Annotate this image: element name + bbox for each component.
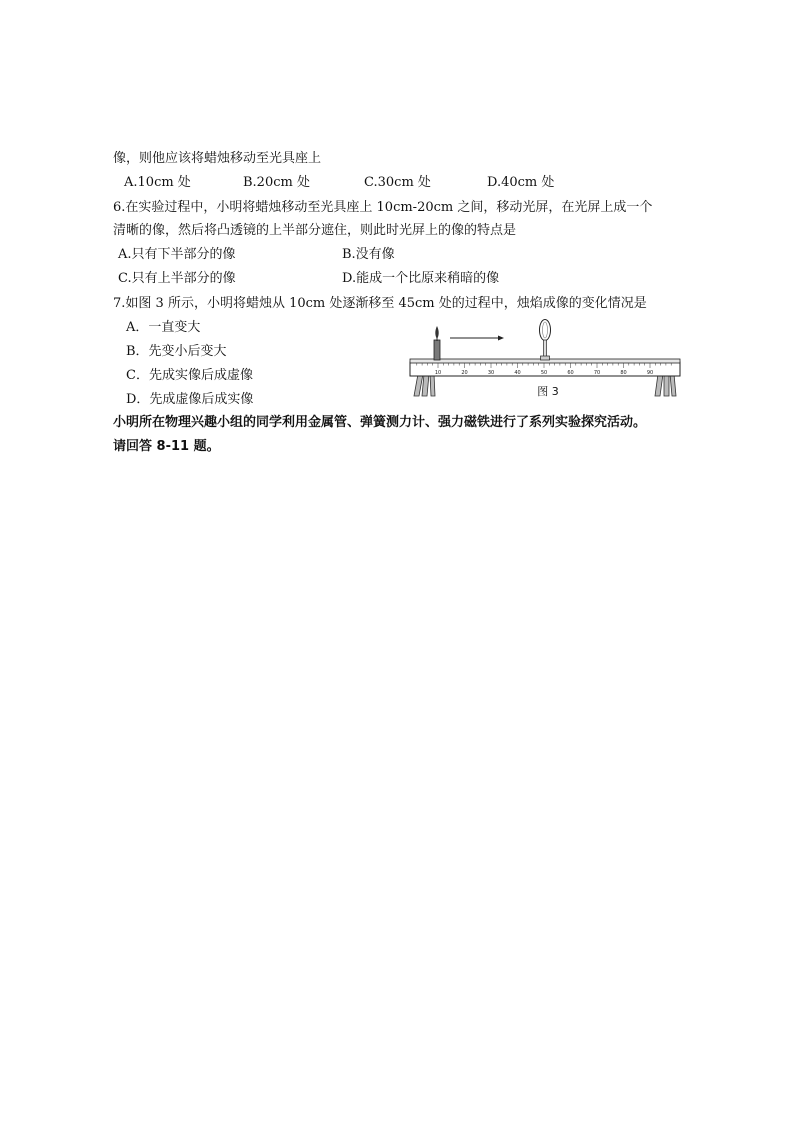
bench-tick-label: 50 [540,370,548,376]
convex-lens-icon [540,320,551,361]
bench-tick-label: 70 [593,370,601,376]
q6-stem-line1: 6.在实验过程中，小明将蜡烛移动至光具座上 10cm-20cm 之间，移动光屏，在光屏上成一个 [113,200,653,215]
figure-caption: 图 3 [537,385,559,398]
bench-left-leg [414,374,435,396]
q6-stem-line2: 清晰的像，然后将凸透镜的上半部分遮住，则此时光屏上的像的特点是 [113,223,517,238]
q6-option-c: C.只有上半部分的像 [118,271,236,286]
candle-icon [434,326,440,360]
bench-tick-label: 40 [514,370,521,376]
bench-tick-labels [435,370,653,376]
arrow-right-icon [450,336,504,341]
bench-tick-label: 30 [487,370,495,376]
q5-stem-tail: 像，则他应该将蜡烛移动至光具座上 [113,151,322,166]
optical-bench-figure [404,318,688,402]
q6-option-d: D.能成一个比原来稍暗的像 [342,271,500,286]
section-intro-line2: 请回答 8-11 题。 [113,439,220,454]
q5-option-c: C.30cm 处 [364,175,431,190]
q7-option-b: B．先变小后变大 [126,344,227,359]
q5-option-d: D.40cm 处 [487,175,555,190]
bench-tick-label: 10 [434,370,442,376]
bench-tick-label: 60 [567,370,574,376]
q6-option-b: B.没有像 [342,247,395,262]
bench-tick-label: 90 [646,370,654,376]
q7-option-d: D．先成虚像后成实像 [126,392,254,407]
bench-tick-label: 20 [461,370,468,376]
q5-option-a: A.10cm 处 [124,175,191,190]
q5-option-b: B.20cm 处 [243,175,310,190]
bench-right-leg [655,374,676,396]
q7-option-a: A．一直变大 [126,320,201,335]
section-intro-line1: 小明所在物理兴趣小组的同学利用金属管、弹簧测力计、强力磁铁进行了系列实验探究活动。 [113,415,647,430]
bench-tick-label: 80 [620,370,627,376]
q7-option-c: C．先成实像后成虚像 [126,368,253,383]
q6-option-a: A.只有下半部分的像 [118,247,236,262]
q7-stem: 7.如图 3 所示，小明将蜡烛从 10cm 处逐渐移至 45cm 处的过程中，烛焰成像的变化情况是 [113,296,647,311]
